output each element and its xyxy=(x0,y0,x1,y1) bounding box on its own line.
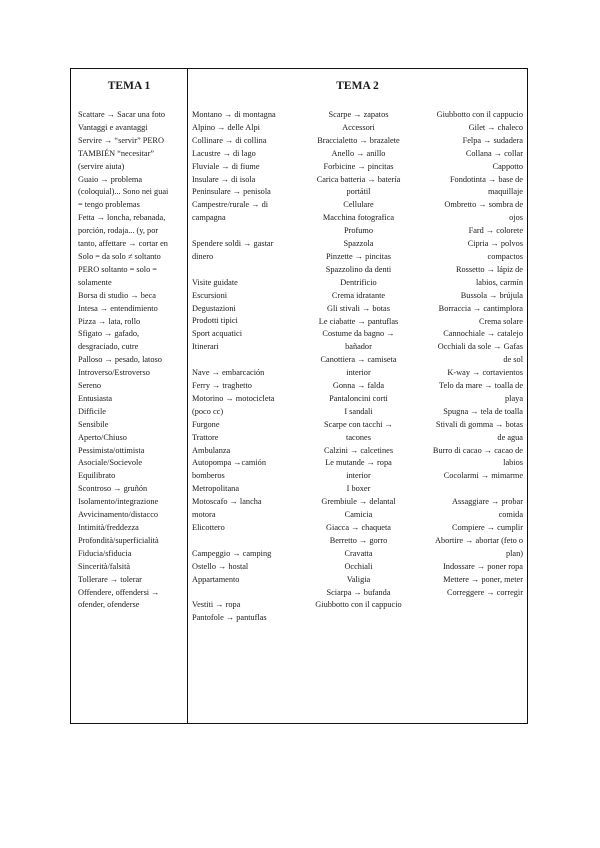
vocab-line: Abortire → abortar (feto o xyxy=(434,535,523,545)
vocab-line: Felpa → sudadera xyxy=(462,135,523,145)
vocab-line: Degustazioni xyxy=(192,303,236,313)
vocab-line: Montano → di montagna xyxy=(192,110,276,119)
vocab-line: Sincerità/falsità xyxy=(78,561,131,571)
vocab-line: Cravatta xyxy=(344,548,373,558)
vocab-line: campagna xyxy=(192,213,226,223)
vocab-line: Fluviale → di fiume xyxy=(192,161,260,171)
vocab-line: Lacustre → di lago xyxy=(192,148,256,158)
vocab-line: Introverso/Estroverso xyxy=(78,368,150,378)
vocab-line: Collinare → di collina xyxy=(192,135,267,145)
vocab-line: Peninsulare → penisola xyxy=(192,187,271,197)
vocab-line: compactos xyxy=(487,251,523,261)
vocab-line: Sfigato → gafado, xyxy=(78,329,140,339)
vocab-line: Mettere → poner, meter xyxy=(443,574,523,584)
vocab-line: I sandali xyxy=(344,406,373,416)
vocab-line: Spazzola xyxy=(343,239,374,249)
vocab-line: plan) xyxy=(505,548,523,558)
vocab-line: Fiducia/sfiducia xyxy=(78,548,132,558)
vocab-line: Aperto/Chiuso xyxy=(78,432,127,442)
vocab-line: Furgone xyxy=(192,419,220,429)
column-divider xyxy=(187,69,188,723)
vocab-line: Campeggio → camping xyxy=(192,548,272,558)
vocab-line: Cappotto xyxy=(492,161,523,171)
vocab-line: Motorino → motocicleta xyxy=(192,393,275,403)
vocab-line: Prodotti tipici xyxy=(192,316,238,326)
vocab-line: Ferry → traghetto xyxy=(192,380,252,390)
vocab-line: Occhiali xyxy=(344,561,373,571)
tema2-column-3 xyxy=(417,109,523,599)
vocab-line: Metropolitana xyxy=(192,484,240,494)
vocab-line: (servire aiuta) xyxy=(78,161,125,171)
vocab-line: portátil xyxy=(346,187,371,197)
vocab-line: de agua xyxy=(497,432,523,442)
vocab-line: Entusiasta xyxy=(78,393,113,403)
vocab-line: Sereno xyxy=(78,381,102,391)
vocab-line: Accessori xyxy=(342,122,375,132)
vocab-line: de sol xyxy=(503,355,523,365)
vocab-line: Camicia xyxy=(344,510,373,520)
vocab-line: Campestre/rurale → di xyxy=(192,200,269,210)
vocab-line: motora xyxy=(192,510,216,520)
vocab-line: Costume da bagno → xyxy=(322,329,395,339)
vocab-line: Gilet → chaleco xyxy=(468,122,523,132)
vocab-line: Offendere, offendersi → xyxy=(78,587,160,597)
vocab-line: Difficile xyxy=(78,406,106,416)
vocab-line: PERO soltanto = solo = xyxy=(78,264,157,274)
vocab-line xyxy=(192,535,300,548)
vocab-line: Fondotinta → base de xyxy=(449,174,523,184)
vocab-line: Ostello → hostal xyxy=(192,561,249,571)
vocab-line xyxy=(192,264,300,277)
vocab-line: interior xyxy=(346,471,371,481)
vocab-line: Tollerare → tolerar xyxy=(78,574,142,584)
vocab-line: Telo da mare → toalla de xyxy=(439,381,523,391)
vocab-line: Dentrificio xyxy=(340,277,377,287)
vocab-line: dinero xyxy=(192,251,214,261)
vocab-line: Spendere soldi → gastar xyxy=(192,239,274,249)
tema2-column-1 xyxy=(192,109,300,625)
vocabulary-table xyxy=(70,68,528,724)
vocab-line: Vantaggi e avantaggi xyxy=(78,122,148,132)
vocab-line: Fetta → loncha, rebanada, xyxy=(78,213,166,223)
vocab-line: (poco cc) xyxy=(192,406,224,416)
vocab-line: Scarpe → zapatos xyxy=(328,110,389,119)
tema2-header: TEMA 2 xyxy=(336,80,379,92)
tema1-header: TEMA 1 xyxy=(107,80,151,92)
vocab-line: Elicottero xyxy=(192,522,225,532)
vocab-line: Ombretto → sombra de xyxy=(444,200,523,210)
vocab-line: playa xyxy=(505,393,523,403)
vocab-line: Giubbotto con il cappucio xyxy=(315,600,402,610)
vocab-line: Stivali di gomma → botas xyxy=(435,419,523,429)
vocab-line: Fard → colorete xyxy=(468,226,523,236)
vocab-line: Burro di cacao → cacao de xyxy=(432,445,523,455)
vocab-line: Canottiera → camiseta xyxy=(320,355,397,365)
vocab-line: Anello → anillo xyxy=(331,148,386,158)
vocab-line: (coloquial)... Sono nei guai xyxy=(78,187,169,197)
vocab-line: desgraciado, cutre xyxy=(78,342,139,352)
vocab-line: Forbicine → pincitas xyxy=(323,161,394,171)
vocab-line: Macchina fotografica xyxy=(322,213,395,223)
vocab-line: Visite guidate xyxy=(192,277,238,287)
vocab-line: Sport acquatici xyxy=(192,329,242,339)
vocab-line: Solo = da solo ≠ soltanto xyxy=(78,251,161,261)
vocab-line: Asociale/Socievole xyxy=(78,458,143,468)
vocab-line: Indossare → poner ropa xyxy=(443,561,523,571)
vocab-line: Spugna → tela de toalla xyxy=(443,406,523,416)
vocab-line: solamente xyxy=(78,277,112,287)
vocab-line: TAMBIÉN “necesitar” xyxy=(78,148,155,158)
vocab-line: Gonna → falda xyxy=(332,381,385,391)
vocab-line xyxy=(192,225,300,238)
vocab-line: Trattore xyxy=(192,432,219,442)
vocab-line: Pessimista/ottimista xyxy=(78,445,145,455)
vocab-line xyxy=(417,483,523,496)
vocab-line: Sciarpa → bufanda xyxy=(326,587,391,597)
vocab-line: Compiere → cumplir xyxy=(452,522,523,532)
vocab-line: bañador xyxy=(345,342,372,352)
vocab-line: Crema idratante xyxy=(331,290,386,300)
vocab-line: Berretto → gorro xyxy=(329,535,388,545)
vocab-line: Spazzolino da denti xyxy=(325,264,392,274)
vocab-line: Giacca → chaqueta xyxy=(326,523,391,532)
vocab-line: = tengo problemas xyxy=(78,200,140,210)
vocab-line: Carica batteria → batería xyxy=(316,174,401,184)
vocab-line: maquillaje xyxy=(487,187,523,197)
vocab-line: Guaio → problema xyxy=(78,174,143,184)
vocab-line: Autopompa →camión xyxy=(192,458,266,468)
vocab-line: Le mutande → ropa xyxy=(325,458,392,468)
vocab-line: Rossetto → lápiz de xyxy=(455,264,523,274)
vocab-line: Occhiali da sole → Gafas xyxy=(437,342,523,352)
vocab-line: tanto, affettare → cortar en xyxy=(78,239,168,249)
vocab-line: Scattare → Sacar una foto xyxy=(78,110,166,119)
vocab-line: Grembiule → delantal xyxy=(321,497,396,507)
vocab-line: tacones xyxy=(346,432,371,442)
vocab-line: Profondità/superficialità xyxy=(78,535,159,545)
vocab-line: Cannochiale → catalejo xyxy=(443,329,523,339)
vocab-line: Ambulanza xyxy=(192,445,231,455)
vocab-line: I boxer xyxy=(346,484,371,494)
vocab-line: Sensibile xyxy=(78,419,109,429)
tema2-column-2 xyxy=(302,109,415,612)
vocab-line: ofender, ofenderse xyxy=(78,600,140,610)
vocab-line: labios xyxy=(503,458,523,468)
vocab-line: comida xyxy=(498,510,523,520)
vocab-line: Le ciabatte → pantuflas xyxy=(318,316,399,326)
vocab-line: Scarpe con tacchi → xyxy=(324,419,393,429)
vocab-line: bomberos xyxy=(192,471,225,481)
vocab-line: Insulare → di isola xyxy=(192,174,256,184)
vocab-line: Collana → collar xyxy=(465,148,523,158)
vocab-line: Braccialetto → brazalete xyxy=(317,135,400,145)
vocab-line: Assaggiare → probar xyxy=(452,497,523,507)
vocab-line: Alpino → delle Alpi xyxy=(192,122,260,132)
vocab-line: Intimità/freddezza xyxy=(78,523,139,532)
vocab-line: Calzini → calcetines xyxy=(323,445,394,455)
vocab-line: Palloso → pesado, latoso xyxy=(78,355,162,365)
vocab-line: Giubbotto con il cappucio xyxy=(436,110,523,119)
vocab-line: Motoscafo → lancha xyxy=(192,497,262,507)
vocab-line: Pantaloncini corti xyxy=(329,393,388,403)
vocab-line: Appartamento xyxy=(192,574,240,584)
vocab-line: Borraccia → cantimplora xyxy=(438,303,523,313)
vocab-line: Pinzette → pincitas xyxy=(326,251,391,261)
vocab-line: Profumo xyxy=(343,226,374,236)
vocab-line: labios, carmín xyxy=(475,277,523,287)
vocab-line: Gli stivali → botas xyxy=(327,303,390,313)
vocab-line: Nave → embarcación xyxy=(192,368,265,378)
vocab-line: Bussola → brújula xyxy=(460,290,523,300)
vocab-line xyxy=(192,586,300,599)
vocab-line: Cocolarmi → mimarme xyxy=(443,471,523,481)
vocab-line: Borsa di studio → beca xyxy=(78,290,156,300)
vocab-line: Crema solare xyxy=(478,316,523,326)
vocab-line: Itinerari xyxy=(192,342,219,352)
vocab-line: Scontroso → gruñón xyxy=(78,484,148,494)
vocab-line: Pizza → lata, rollo xyxy=(78,316,141,326)
vocab-line xyxy=(192,354,300,367)
tema1-column xyxy=(78,109,184,612)
vocab-line: Intesa → entendimiento xyxy=(78,303,158,313)
vocab-line: Cellulare xyxy=(343,200,374,210)
vocab-line: Correggere → corregir xyxy=(446,587,523,597)
vocab-line: Avvicinamento/distacco xyxy=(78,510,159,520)
vocab-line: Pantofole → pantuflas xyxy=(192,613,267,623)
vocab-line: K-way → cortavientos xyxy=(447,368,523,378)
vocab-line: Escursioni xyxy=(192,290,228,300)
vocab-line: porción, rodaja... (y, por xyxy=(78,226,159,236)
vocab-line: Vestiti → ropa xyxy=(192,600,241,610)
vocab-line: Valigia xyxy=(346,574,371,584)
vocab-line: Equilibrato xyxy=(78,471,116,481)
vocab-line: Isolamento/integrazione xyxy=(78,497,159,507)
vocab-line: Cipria → polvos xyxy=(467,239,523,249)
vocab-line: interior xyxy=(346,368,371,378)
vocab-line: ojos xyxy=(509,213,523,223)
vocab-line: Servire → “servir” PERO xyxy=(78,135,164,145)
